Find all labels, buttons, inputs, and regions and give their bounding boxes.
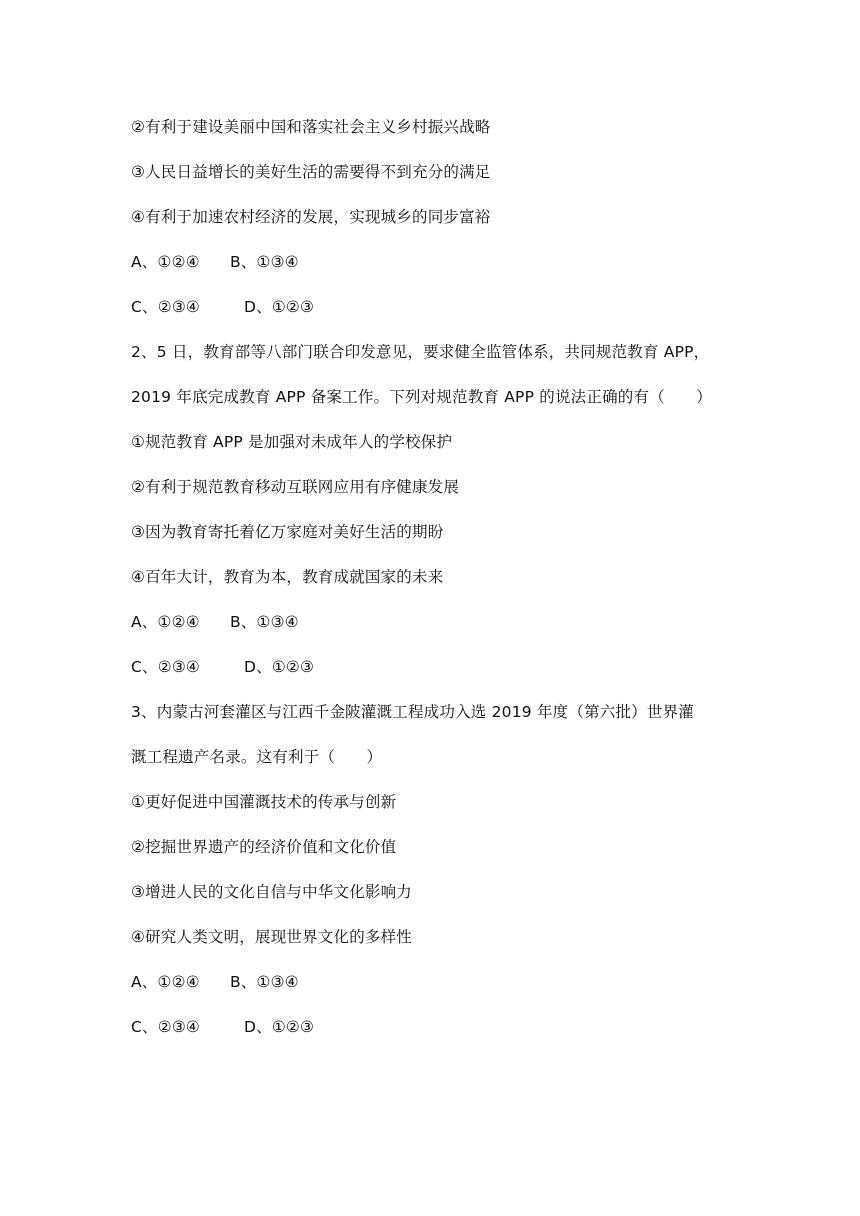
q3-options-cd xyxy=(131,1017,314,1037)
q2-item-2: ②有利于规范教育移动互联网应用有序健康发展 xyxy=(131,478,460,496)
q2-stem-line-1: 2、5 日，教育部等八部门联合印发意见，要求健全监管体系，共同规范教育 APP， xyxy=(131,343,710,361)
q2-option-c: C、②③④ xyxy=(131,658,201,676)
q3-option-b: B、①③④ xyxy=(230,973,299,991)
q1-options-cd xyxy=(131,297,314,317)
q1-option-d: D、①②③ xyxy=(244,298,315,316)
q3-option-d: D、①②③ xyxy=(244,1018,315,1036)
q2-item-3: ③因为教育寄托着亿万家庭对美好生活的期盼 xyxy=(131,523,444,541)
q3-stem-line-2: 溉工程遗产名录。这有利于（ ） xyxy=(131,748,383,766)
q1-options-ab xyxy=(131,252,299,272)
q1-item-2: ②有利于建设美丽中国和落实社会主义乡村振兴战略 xyxy=(131,118,491,136)
q1-option-a: A、①②④ xyxy=(131,253,200,271)
q1-option-b: B、①③④ xyxy=(230,253,299,271)
q2-stem-line-2: 2019 年底完成教育 APP 备案工作。下列对规范教育 APP 的说法正确的有（ ） xyxy=(131,388,712,406)
q3-item-2: ②挖掘世界遗产的经济价值和文化价值 xyxy=(131,838,397,856)
q2-options-cd xyxy=(131,657,314,677)
q2-option-b: B、①③④ xyxy=(230,613,299,631)
q1-item-3: ③人民日益增长的美好生活的需要得不到充分的满足 xyxy=(131,163,491,181)
q3-option-a: A、①②④ xyxy=(131,973,200,991)
q3-options-ab xyxy=(131,972,299,992)
q1-option-c: C、②③④ xyxy=(131,298,201,316)
q2-options-ab xyxy=(131,612,299,632)
q3-item-3: ③增进人民的文化自信与中华文化影响力 xyxy=(131,883,412,901)
q2-item-1: ①规范教育 APP 是加强对未成年人的学校保护 xyxy=(131,433,453,451)
q1-item-4: ④有利于加速农村经济的发展，实现城乡的同步富裕 xyxy=(131,208,491,226)
q3-item-4: ④研究人类文明，展现世界文化的多样性 xyxy=(131,928,412,946)
q3-item-1: ①更好促进中国灌溉技术的传承与创新 xyxy=(131,793,397,811)
q2-item-4: ④百年大计，教育为本，教育成就国家的未来 xyxy=(131,568,444,586)
q2-option-d: D、①②③ xyxy=(244,658,315,676)
q2-option-a: A、①②④ xyxy=(131,613,200,631)
q3-stem-line-1: 3、内蒙古河套灌区与江西千金陂灌溉工程成功入选 2019 年度（第六批）世界灌 xyxy=(131,703,694,721)
q3-option-c: C、②③④ xyxy=(131,1018,201,1036)
